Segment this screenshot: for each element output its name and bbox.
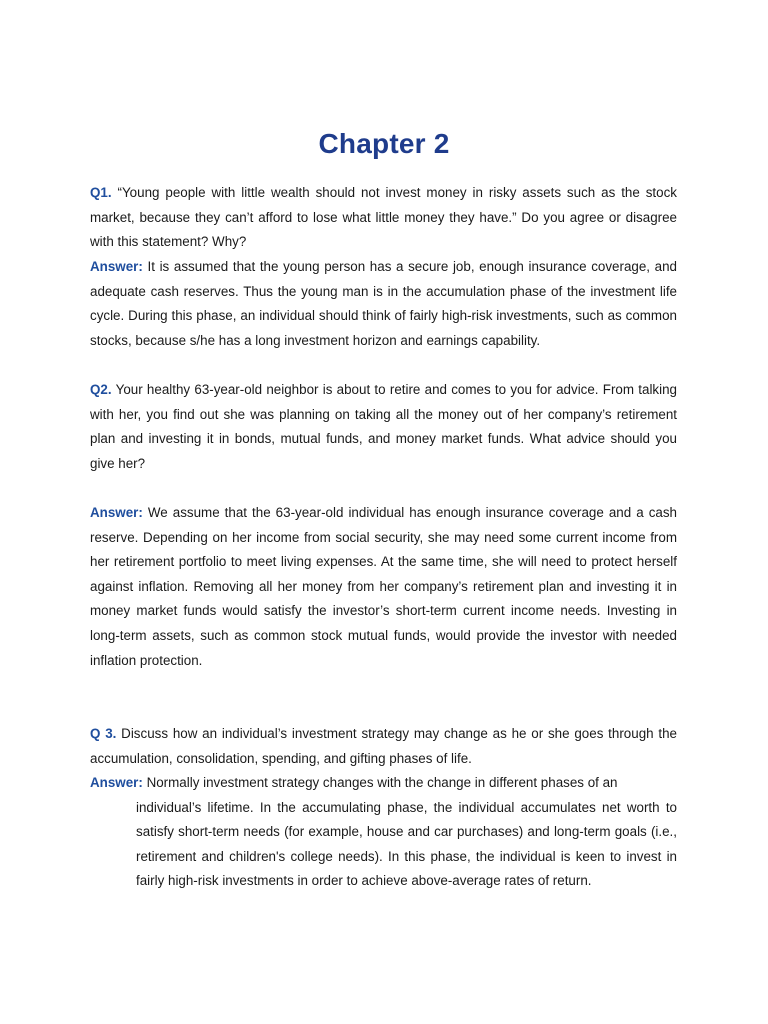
answer-3-text-first: Normally investment strategy changes with the change in different phases of an: [142, 775, 618, 790]
question-2-label: Q2.: [90, 382, 112, 397]
answer-1-label: Answer:: [90, 259, 143, 274]
answer-3-label: Answer:: [90, 775, 143, 790]
question-2-text: Your healthy 63-year-old neighbor is about to retire and comes to you for advice. From talking with her, you find out she was planning on taking all the money out of her company’s retirement plan and investing it in bonds, mutual funds, and money market funds. What advice should you give her?: [90, 382, 677, 471]
question-1-text: “Young people with little wealth should not invest money in risky assets such as the stock market, because they can’t afford to lose what little money they have.” Do you agree or disagree with this statement? Why?: [90, 185, 677, 250]
answer-2: [90, 501, 677, 673]
answer-2-text: We assume that the 63-year-old individual has enough insurance coverage and a cash reserve. Depending on her income from social security, she may need some current income from her retirement portfolio to meet living expenses. At the same time, she will need to protect herself against inflation. Removing all her money from her company’s retirement plan and investing it in money market funds would satisfy the investor’s short-term current income needs. Investing in long-term assets, such as common stock mutual funds, would provide the investor with needed inflation protection.: [90, 505, 677, 668]
page-title: Chapter 2: [318, 128, 450, 159]
answer-2-label: Answer:: [90, 505, 143, 520]
question-2: [90, 378, 677, 476]
answer-3-text-rest: individual’s lifetime. In the accumulating phase, the individual accumulates net worth to satisfy short-term needs (for example, house and car purchases) and long-term goals (i.e., retirement and children's college needs). In this phase, the individual is keen to invest in fairly high-risk investments in order to achieve above-average rates of return.: [136, 799, 677, 889]
question-3: [90, 722, 677, 771]
answer-1-text: It is assumed that the young person has a secure job, enough insurance coverage, and adequate cash reserves. Thus the young man is in the accumulation phase of the investment life cycle. During this phase, an individual should think of fairly high-risk investments, such as common stocks, because s/he has a long investment horizon and earnings capability.: [90, 259, 677, 348]
question-3-text: Discuss how an individual’s investment strategy may change as he or she goes through the accumulation, consolidation, spending, and gifting phases of life.: [90, 726, 677, 766]
question-3-label: Q 3.: [90, 726, 117, 741]
answer-1: [90, 255, 677, 353]
question-1: [90, 181, 677, 255]
question-1-label: Q1.: [90, 185, 112, 200]
answer-3: [90, 771, 677, 894]
